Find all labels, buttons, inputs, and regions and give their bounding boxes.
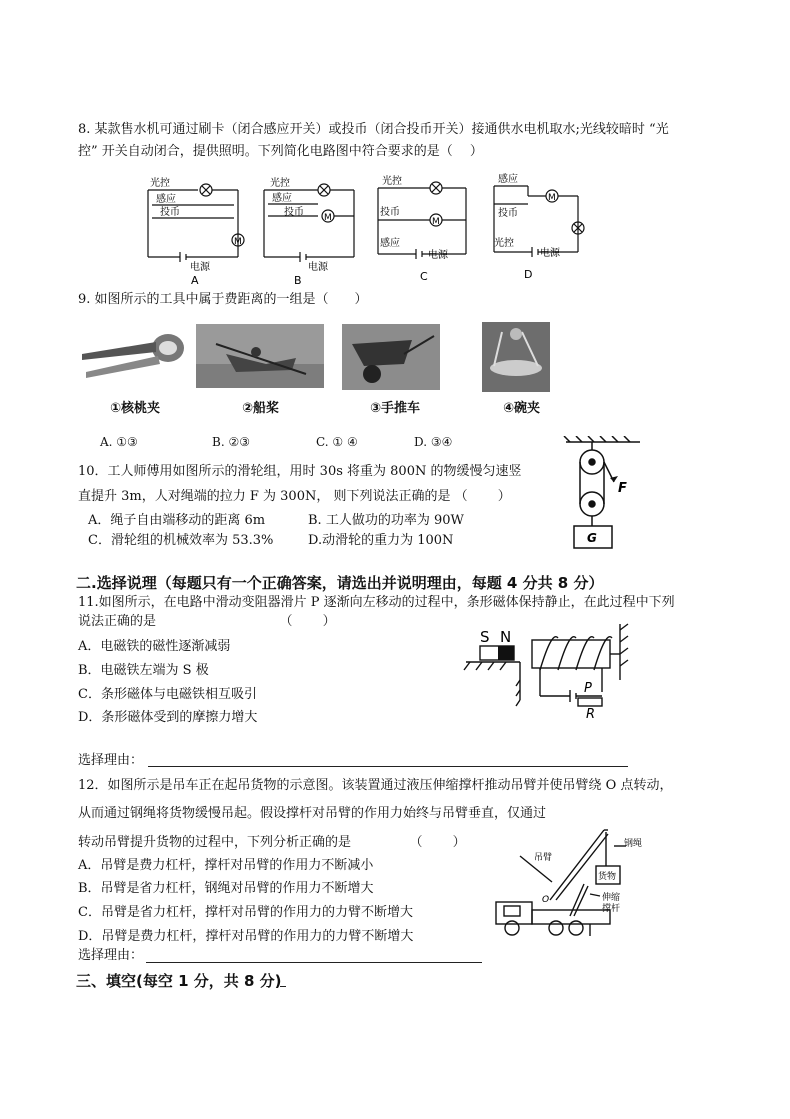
circuit-c-power: 电源 [428, 250, 448, 261]
circuit-d-motor: M [548, 193, 556, 203]
q10-option-d: D.动滑轮的重力为 100N [308, 533, 454, 548]
section-3-underline [280, 985, 286, 987]
circuit-d-power: 电源 [540, 248, 560, 259]
circuit-b-letter: B [294, 274, 302, 287]
crane-strut-label-1: 伸缩 [602, 893, 621, 903]
magnet-n-label: N [500, 628, 512, 646]
q10-stem-line2: 直提升 3m，人对绳端的拉力 F 为 300N， 则下列说法正确的是 （ ） [78, 489, 511, 504]
circuit-c-label-1: 光控 [382, 176, 402, 187]
section-2-heading: 二.选择说理（每题只有一个正确答案，请选出并说明理由，每题 4 分共 8 分） [76, 574, 604, 592]
q12-option-c: C．吊臂是省力杠杆，撑杆对吊臂的作用力的力臂不断增大 [78, 905, 413, 920]
q12-option-b: B．吊臂是省力杠杆，钢绳对吊臂的作用力不断增大 [78, 881, 374, 896]
circuit-d-label-1: 感应 [498, 174, 518, 185]
q11-option-b: B．电磁铁左端为 S 极 [78, 663, 209, 678]
q10-option-a: A．绳子自由端移动的距离 6m [88, 513, 266, 528]
circuit-b-label-3: 投币 [284, 207, 304, 218]
circuit-d-label-3: 光控 [494, 238, 514, 249]
pulley-system-figure [556, 436, 646, 552]
q9-option-b: B. ②③ [212, 435, 250, 449]
circuit-d-label-2: 投币 [498, 208, 518, 219]
bowl-clamp-image [482, 322, 550, 392]
q12-option-d: D．吊臂是费力杠杆，撑杆对吊臂的作用力的力臂不断增大 [78, 929, 414, 944]
section-3-heading: 三、填空(每空 1 分，共 8 分) [76, 972, 282, 990]
q11-option-c: C．条形磁体与电磁铁相互吸引 [78, 687, 257, 702]
circuit-diagram-a [138, 172, 248, 287]
wheelbarrow-image [342, 324, 440, 390]
q8-stem-line1: 8. 某款售水机可通过刷卡（闭合感应开关）或投币（闭合投币开关）接通供水电机取水;光线较暗时 “光 [78, 122, 669, 137]
q9-caption-4: ④碗夹 [503, 401, 541, 416]
q9-option-d: D. ③④ [414, 435, 453, 449]
circuit-b-power: 电源 [308, 262, 328, 273]
q9-stem: 9. 如图所示的工具中属于费距离的一组是（ ） [78, 292, 368, 307]
circuit-a-motor: M [234, 237, 242, 247]
crane-pivot-o-label: O [542, 895, 550, 905]
q9-option-c: C. ① ④ [316, 435, 358, 449]
slider-p-label: P [584, 681, 592, 696]
circuit-diagram-d [488, 168, 598, 283]
q11-reason-label: 选择理由： [78, 753, 144, 768]
crane-arm-label: 吊臂 [534, 853, 553, 863]
circuit-a-label-2: 感应 [156, 194, 176, 205]
circuit-c-label-3: 感应 [380, 238, 400, 249]
crane-figure [490, 826, 650, 942]
q9-caption-2: ②船桨 [242, 401, 280, 416]
circuit-diagram-c [372, 172, 482, 287]
circuit-b-label-2: 感应 [272, 193, 292, 204]
q12-option-a: A．吊臂是费力杠杆，撑杆对吊臂的作用力不断减小 [78, 858, 374, 873]
circuit-diagram-b [258, 172, 368, 287]
crane-strut-label-2: 撑杆 [602, 904, 621, 914]
q12-stem-line1: 12．如图所示是吊车正在起吊货物的示意图。该装置通过液压伸缩撑杆推动吊臂并使吊臂绕 O 点转动， [78, 778, 673, 793]
circuit-a-power: 电源 [190, 262, 210, 273]
pulley-weight-label: G [587, 531, 597, 545]
circuit-c-letter: C [420, 270, 428, 283]
q9-caption-1: ①核桃夹 [110, 401, 161, 416]
circuit-a-letter: A [191, 274, 199, 287]
crane-rope-label: 钢绳 [624, 839, 643, 849]
q11-stem-line1: 11.如图所示，在电路中滑动变阻器滑片 P 逐渐向左移动的过程中，条形磁体保持静止，在此过程中下列 [78, 595, 675, 610]
q9-caption-3: ③手推车 [370, 401, 421, 416]
circuit-a-label-3: 投币 [160, 207, 180, 218]
circuit-d-letter: D [524, 268, 533, 281]
circuit-a-label-1: 光控 [150, 178, 170, 189]
q9-option-a: A. ①③ [100, 435, 138, 449]
walnut-cracker-image [76, 326, 188, 384]
q12-reason-label: 选择理由： [78, 948, 144, 963]
q11-reason-blank[interactable] [148, 765, 628, 767]
q11-option-a: A．电磁铁的磁性逐渐减弱 [78, 639, 231, 654]
electromagnet-figure [462, 620, 632, 720]
circuit-b-motor: M [324, 213, 332, 223]
q8-stem-line2: 控” 开关自动闭合，提供照明。下列简化电路图中符合要求的是（ ） [78, 144, 483, 159]
crane-cargo-label: 货物 [598, 872, 617, 882]
magnet-s-label: S [480, 628, 490, 646]
q12-reason-blank[interactable] [146, 961, 482, 963]
circuit-c-motor: M [432, 217, 440, 227]
q12-stem-line3: 转动吊臂提升货物的过程中，下列分析正确的是 （ ） [78, 835, 466, 850]
q10-option-b: B. 工人做功的功率为 90W [308, 513, 464, 528]
boat-paddle-image [196, 324, 324, 388]
circuit-b-label-1: 光控 [270, 178, 290, 189]
q10-option-c: C．滑轮组的机械效率为 53.3% [88, 533, 274, 548]
q12-stem-line2: 从而通过钢绳将货物缓慢吊起。假设撑杆对吊臂的作用力始终与吊臂垂直，仅通过 [78, 806, 547, 821]
rheostat-r-label: R [586, 707, 596, 720]
q10-stem-line1: 10．工人师傅用如图所示的滑轮组，用时 30s 将重为 800N 的物缓慢匀速竖 [78, 464, 522, 479]
pulley-force-label: F [618, 481, 627, 496]
circuit-c-label-2: 投币 [380, 207, 400, 218]
q11-stem-line2: 说法正确的是 （ ） [78, 614, 336, 629]
q11-option-d: D．条形磁体受到的摩擦力增大 [78, 710, 258, 725]
